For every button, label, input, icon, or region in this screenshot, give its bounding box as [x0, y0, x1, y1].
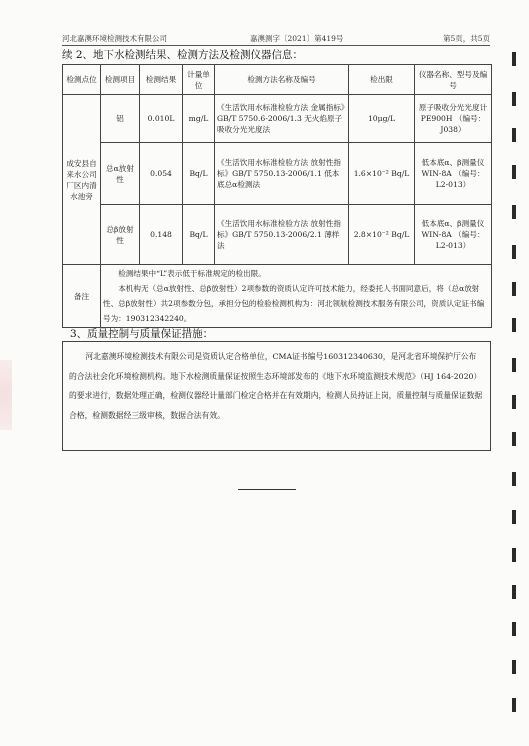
limit-cell: 2.8×10⁻² Bq/L [349, 205, 415, 265]
section-3-title: 3、质量控制与质量保证措施： [70, 328, 214, 340]
instrument-cell: 低本底α、β测量仪 WIN-8A （编号：L2-013） [415, 205, 492, 265]
header-cell: 检测点位 [63, 65, 101, 95]
header-cell: 仪器名称、型号及编号 [415, 65, 492, 95]
margin-stain [0, 360, 12, 430]
item-cell: 总β放射性 [101, 205, 140, 265]
header-page-number: 第5页，共5页 [442, 34, 490, 43]
header-cell: 检测方法名称及编号 [215, 65, 349, 95]
header-cell: 检测结果 [140, 65, 183, 95]
table-header-row [63, 65, 492, 95]
section-2-title: 续 2、地下水检测结果、检测方法及检测仪器信息： [62, 49, 304, 61]
unit-cell: mg/L [183, 95, 215, 143]
end-rule [238, 489, 296, 490]
method-cell: 《生活饮用水标准检验方法 放射性指标》GB/T 5750.13-2006/2.1 薄样法 [215, 205, 349, 265]
location-cell: 成安县自来水公司厂区内清水池旁 [63, 95, 101, 265]
remark-line: 本机构无（总α放射性、总β放射性）2项参数的资质认定许可技术能力，经委托人书面同意后，将（总α放射性、总β放射性）共2项参数分包，承担分包的检验检测机构为：河北领航检测技术服务有限公司，资质认定证书编号为：190312342240。 [103, 284, 485, 323]
instrument-cell: 原子吸收分光光度计 PE900H （编号：J038） [415, 95, 492, 143]
table-row [63, 143, 492, 205]
instrument-cell: 低本底α、β测量仪 WIN-8A （编号：L2-013） [415, 143, 492, 205]
header-company: 河北嘉澳环境检测技术有限公司 [62, 34, 167, 43]
limit-cell: 10μg/L [349, 95, 415, 143]
header-cell: 检出限 [349, 65, 415, 95]
table-row [63, 95, 492, 143]
method-cell: 《生活饮用水标准检验方法 放射性指标》GB/T 5750.13-2006/1.1 低本底总α检测法 [215, 143, 349, 205]
quality-control-text: 河北嘉澳环境检测技术有限公司是资质认定合格单位，CMA证书编号160312340630，是河北省环境保护厅公布的合法社会化环境检测机构。地下水检测质量保证按照生态环境部发布的《地下水环境监测技术规范》（HJ 164-2020）的要求进行，数据处理正确，检测仪器经计量部门检定合格并在有效期内，检测人员持证上岗，质量控制与质量保证数据合格，检测数据经三级审核，数据合法有效。 [69, 352, 483, 420]
remark-content [101, 265, 492, 328]
item-cell: 铝 [101, 95, 140, 143]
page-header [62, 33, 490, 46]
table-row [63, 205, 492, 265]
header-report-number: 嘉澳测字〔2021〕第419号 [250, 34, 344, 43]
limit-cell: 1.6×10⁻² Bq/L [349, 143, 415, 205]
remark-label: 备注 [63, 265, 101, 328]
quality-control-box [62, 341, 491, 451]
result-cell: 0.148 [140, 205, 183, 265]
header-cell: 检测项目 [101, 65, 140, 95]
result-cell: 0.010L [140, 95, 183, 143]
method-cell: 《生活饮用水标准检验方法 金属指标》GB/T 5750.6-2006/1.3 无火焰原子吸收分光光度法 [215, 95, 349, 143]
header-cell: 计量单位 [183, 65, 215, 95]
remark-line: 检测结果中“L”表示低于标准规定的检出限。 [118, 269, 266, 278]
item-cell: 总α放射性 [101, 143, 140, 205]
unit-cell: Bq/L [183, 205, 215, 265]
groundwater-results-table [62, 64, 492, 328]
result-cell: 0.054 [140, 143, 183, 205]
unit-cell: Bq/L [183, 143, 215, 205]
remark-row [63, 265, 492, 328]
